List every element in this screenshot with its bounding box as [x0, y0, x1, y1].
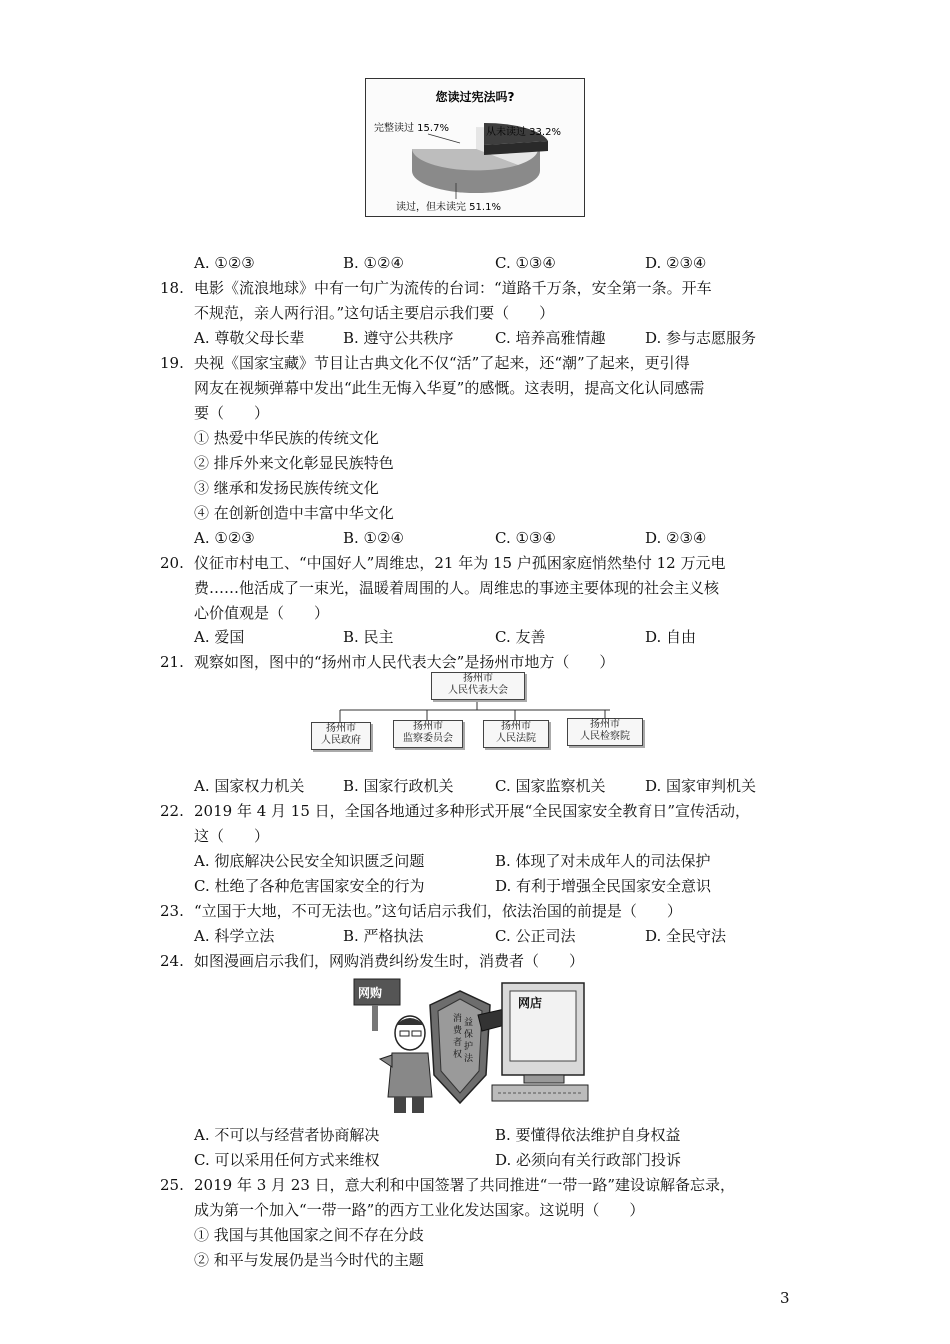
q19-stem-line-2: 网友在视频弹幕中发出“此生无悔入华夏”的感慨。这表明，提高文化认同感需: [194, 379, 705, 397]
pie-label-complete: 完整读过 15.7%: [374, 123, 449, 134]
q18-option-b: B. 遵守公共秩序: [343, 329, 454, 347]
q21-option-b: B. 国家行政机关: [343, 777, 454, 795]
q23-option-c: C. 公正司法: [495, 927, 576, 945]
pie-label-partial: 读过，但未读完 51.1%: [396, 202, 501, 213]
q19-stem-line-1: 央视《国家宝藏》节目让古典文化不仅“活”了起来，还“潮”了起来，更引得: [194, 354, 690, 372]
org-box-supervision-line-1: 扬州市: [413, 721, 443, 732]
q19-item-2: ② 排斥外来文化彰显民族特色: [194, 454, 394, 472]
q17-option-c: C. ①③④: [495, 254, 556, 272]
q20-stem-line-1: 仪征市村电工、“中国好人”周维忠，21 年为 15 户孤困家庭悄然垫付 12 万元电: [194, 554, 726, 572]
q18-number: 18.: [160, 279, 184, 297]
q20-option-c: C. 友善: [495, 628, 546, 646]
q20-option-d: D. 自由: [645, 628, 697, 646]
q19-item-4: ④ 在创新创造中丰富中华文化: [194, 504, 394, 522]
q19-option-d: D. ②③④: [645, 529, 707, 547]
q23-option-a: A. 科学立法: [194, 927, 275, 945]
q24-stem-line-1: 如图漫画启示我们，网购消费纠纷发生时，消费者（ ）: [194, 952, 585, 970]
pie-chart-title: 您读过宪法吗?: [435, 90, 515, 104]
org-box-supervision-line-2: 监察委员会: [403, 733, 453, 744]
q20-stem-line-3: 心价值观是（ ）: [194, 604, 330, 622]
q24-option-c: C. 可以采用任何方式来维权: [194, 1151, 380, 1169]
q18-option-a: A. 尊敬父母长辈: [194, 329, 305, 347]
pie-label-never: 从未读过 33.2%: [486, 127, 561, 138]
org-box-court: [483, 720, 549, 748]
q21-option-c: C. 国家监察机关: [495, 777, 606, 795]
q19-item-1: ① 热爱中华民族的传统文化: [194, 429, 379, 447]
q19-item-3: ③ 继承和发扬民族传统文化: [194, 479, 379, 497]
q19-option-c: C. ①③④: [495, 529, 556, 547]
sign-left-label: 网购: [358, 986, 383, 1000]
q20-option-b: B. 民主: [343, 628, 394, 646]
q18-stem-line-1: 电影《流浪地球》中有一句广为流传的台词：“道路千万条，安全第一条。开车: [194, 279, 712, 297]
q18-stem-line-2: 不规范，亲人两行泪。”这句话主要启示我们要（ ）: [194, 304, 555, 322]
pie-chart-svg: [366, 79, 584, 216]
q25-stem-line-2: 成为第一个加入“一带一路”的西方工业化发达国家。这说明（ ）: [194, 1201, 645, 1219]
q24-option-a: A. 不可以与经营者协商解决: [194, 1126, 380, 1144]
org-box-government-line-1: 扬州市: [326, 723, 356, 734]
page-number: 3: [780, 1289, 790, 1307]
q19-option-a: A. ①②③: [194, 529, 255, 547]
q18-option-c: C. 培养高雅情趣: [495, 329, 606, 347]
q22-stem-line-1: 2019 年 4 月 15 日，全国各地通过多种形式开展“全民国家安全教育日”宣传活动，: [194, 802, 750, 820]
org-box-court-line-1: 扬州市: [501, 721, 531, 732]
org-box-congress-line-1: 扬州市: [463, 673, 493, 684]
q24-option-d: D. 必须向有关行政部门投诉: [495, 1151, 682, 1169]
org-box-government: [311, 722, 371, 750]
org-box-court-line-2: 人民法院: [496, 733, 536, 744]
q19-number: 19.: [160, 354, 184, 372]
q22-option-c: C. 杜绝了各种危害国家安全的行为: [194, 877, 425, 895]
org-box-procuratorate-line-2: 人民检察院: [580, 731, 630, 742]
org-box-government-line-2: 人民政府: [321, 735, 361, 746]
org-box-congress-line-2: 人民代表大会: [448, 685, 508, 696]
q22-number: 22.: [160, 802, 184, 820]
q23-option-d: D. 全民守法: [645, 927, 727, 945]
sign-right-label: 网店: [518, 996, 543, 1010]
q22-option-a: A. 彻底解决公民安全知识匮乏问题: [194, 852, 425, 870]
org-box-supervision: [393, 720, 463, 748]
pie-leader-complete: [428, 134, 460, 143]
org-box-procuratorate-line-1: 扬州市: [590, 719, 620, 730]
q23-option-b: B. 严格执法: [343, 927, 424, 945]
q24-option-b: B. 要懂得依法维护自身权益: [495, 1126, 681, 1144]
q25-stem-line-1: 2019 年 3 月 23 日，意大利和中国签署了共同推进“一带一路”建设谅解备忘录，: [194, 1176, 735, 1194]
q24-number: 24.: [160, 952, 184, 970]
q19-option-b: B. ①②④: [343, 529, 404, 547]
q21-option-a: A. 国家权力机关: [194, 777, 305, 795]
q18-option-d: D. 参与志愿服务: [645, 329, 757, 347]
q21-number: 21.: [160, 653, 184, 671]
q23-stem-line-1: “立国于大地，不可无法也。”这句话启示我们，依法治国的前提是（ ）: [194, 902, 682, 920]
q22-stem-line-2: 这（ ）: [194, 827, 270, 845]
q20-number: 20.: [160, 554, 184, 572]
org-chart: [305, 670, 650, 755]
shield-label: 消费者权益保护法: [453, 1014, 474, 1064]
org-box-congress: [431, 672, 525, 700]
q22-option-b: B. 体现了对未成年人的司法保护: [495, 852, 711, 870]
q25-item-2: ② 和平与发展仍是当今时代的主题: [194, 1251, 424, 1269]
cartoon-figure: [352, 975, 590, 1117]
org-box-procuratorate: [567, 718, 643, 746]
q21-stem-line-1: 观察如图，图中的“扬州市人民代表大会”是扬州市地方（ ）: [194, 653, 615, 671]
q17-option-d: D. ②③④: [645, 254, 707, 272]
q23-number: 23.: [160, 902, 184, 920]
q21-option-d: D. 国家审判机关: [645, 777, 757, 795]
q17-option-a: A. ①②③: [194, 254, 255, 272]
pie-chart-figure: [365, 78, 585, 217]
q25-item-1: ① 我国与其他国家之间不存在分歧: [194, 1226, 424, 1244]
q17-option-b: B. ①②④: [343, 254, 404, 272]
q19-stem-line-3: 要（ ）: [194, 404, 270, 422]
q25-number: 25.: [160, 1176, 184, 1194]
consumer-figure: [380, 1016, 432, 1113]
q20-option-a: A. 爱国: [194, 628, 245, 646]
cartoon-svg: [352, 975, 590, 1117]
q22-option-d: D. 有利于增强全民国家安全意识: [495, 877, 712, 895]
sign-left-pole: [372, 1005, 378, 1031]
q20-stem-line-2: 费……他活成了一束光，温暖着周围的人。周维忠的事迹主要体现的社会主义核: [194, 579, 720, 597]
